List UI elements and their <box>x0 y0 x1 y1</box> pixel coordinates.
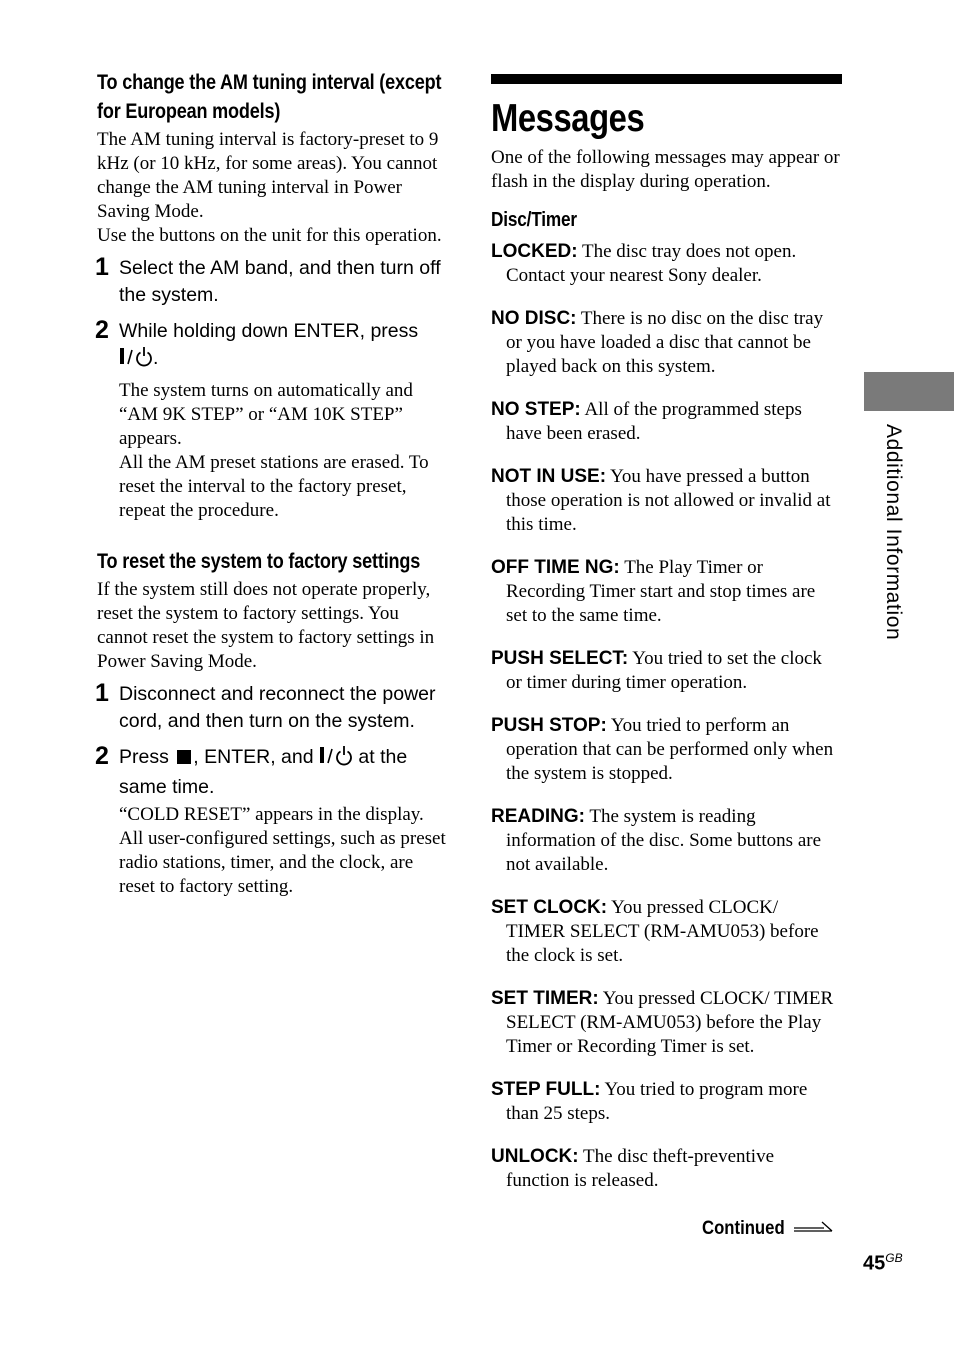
page-number <box>863 1251 903 1276</box>
step-text <box>119 318 447 375</box>
message-description: You tried to program more than 25 steps. <box>506 1079 808 1124</box>
step-text-a: Press <box>119 746 175 768</box>
message-description: You pressed CLOCK/ TIMER SELECT (RM-AMU053) before the Play Timer or Recording Timer is set. <box>506 988 834 1057</box>
message-term: PUSH STOP: <box>491 715 607 736</box>
am-interval-body: The AM tuning interval is factory-preset to 9 kHz (or 10 kHz, for some areas). You cannot change the AM tuning interval in Power Saving Mode. <box>97 129 439 222</box>
message-term: READING: <box>491 806 585 827</box>
message-item <box>491 240 841 288</box>
section-tab <box>864 372 954 411</box>
messages-intro: One of the following messages may appear or flash in the display during operation. <box>491 147 840 192</box>
message-term: LOCKED: <box>491 241 578 262</box>
message-description: You tried to set the clock or timer during timer operation. <box>506 648 822 693</box>
am-step-1 <box>97 255 447 309</box>
step-note: All user-configured settings, such as preset radio stations, timer, and the clock, are reset to factory setting. <box>119 828 446 897</box>
message-item <box>491 556 841 628</box>
continued-indicator <box>702 1218 836 1240</box>
right-column <box>491 74 841 1212</box>
message-description: There is no disc on the disc tray or you have loaded a disc that cannot be played back on this system. <box>506 308 824 377</box>
message-term: SET CLOCK: <box>491 897 608 918</box>
power-icon <box>119 345 153 375</box>
step-note: “COLD RESET” appears in the display. <box>119 804 424 825</box>
step-text-before: While holding down ENTER, press <box>119 320 419 342</box>
page-number-suffix: GB <box>885 1251 903 1265</box>
page-title: Messages <box>491 97 645 140</box>
message-item <box>491 647 841 695</box>
step-text: Disconnect and reconnect the power cord, and then turn on the system. <box>119 683 436 732</box>
factory-reset-heading: To reset the system to factory settings <box>97 550 421 573</box>
step-text-after: . <box>153 347 159 369</box>
message-item <box>491 1078 841 1126</box>
section-tab-label: Additional Information <box>882 424 905 641</box>
message-item <box>491 307 841 379</box>
disc-timer-heading: Disc/Timer <box>491 209 577 231</box>
title-rule <box>491 74 842 84</box>
step-number: 2 <box>95 316 109 344</box>
message-term: NOT IN USE: <box>491 466 607 487</box>
message-description: All of the programmed steps have been erased. <box>506 399 802 444</box>
message-item <box>491 714 841 786</box>
message-description: The Play Timer or Recording Timer start and stop times are set to the same time. <box>506 557 816 626</box>
message-item <box>491 987 841 1059</box>
reset-step-1 <box>97 681 447 735</box>
step-text: Select the AM band, and then turn off the system. <box>119 257 441 306</box>
message-term: SET TIMER: <box>491 988 599 1009</box>
page-number-value: 45 <box>863 1252 886 1275</box>
reset-step-2 <box>97 744 447 899</box>
continued-label: Continued <box>702 1218 785 1239</box>
message-item <box>491 465 841 537</box>
step-text-b: , ENTER, and <box>193 746 319 768</box>
factory-reset-body: If the system still does not operate properly, reset the system to factory settings. You cannot reset the system to factory settings in Power Saving Mode. <box>97 579 435 672</box>
message-description: You tried to perform an operation that can be performed only when the system is stopped. <box>506 715 834 784</box>
message-description: The disc theft-preventive function is released. <box>506 1146 775 1191</box>
message-list <box>491 240 841 1193</box>
message-description: You pressed CLOCK/ TIMER SELECT (RM-AMU053) before the clock is set. <box>506 897 819 966</box>
left-column <box>97 68 447 899</box>
power-icon <box>319 744 353 774</box>
stop-icon <box>177 750 191 764</box>
message-term: NO DISC: <box>491 308 577 329</box>
step-note: All the AM preset stations are erased. To reset the interval to the factory preset, repeat the procedure. <box>119 452 429 521</box>
am-interval-body-2: Use the buttons on the unit for this operation. <box>97 225 442 246</box>
message-item <box>491 1145 841 1193</box>
step-note: The system turns on automatically and “AM 9K STEP” or “AM 10K STEP” appears. <box>119 380 413 449</box>
message-description: You have pressed a button those operation is not allowed or invalid at this time. <box>506 466 831 535</box>
continued-arrow-icon <box>794 1219 836 1240</box>
message-item <box>491 896 841 968</box>
am-interval-heading: To change the AM tuning interval (except for European models) <box>97 71 442 123</box>
message-term: UNLOCK: <box>491 1146 579 1167</box>
message-term: OFF TIME NG: <box>491 557 620 578</box>
message-description: The system is reading information of the disc. Some buttons are not available. <box>506 806 822 875</box>
message-item <box>491 805 841 877</box>
message-term: PUSH SELECT: <box>491 648 629 669</box>
step-number: 1 <box>95 679 109 707</box>
step-text-c: at the same time. <box>119 746 408 798</box>
step-text <box>119 744 447 801</box>
message-description: The disc tray does not open. Contact your nearest Sony dealer. <box>506 241 797 286</box>
message-item <box>491 398 841 446</box>
step-number: 2 <box>95 742 109 770</box>
step-number: 1 <box>95 253 109 281</box>
am-step-2 <box>97 318 447 523</box>
message-term: NO STEP: <box>491 399 581 420</box>
message-term: STEP FULL: <box>491 1079 601 1100</box>
